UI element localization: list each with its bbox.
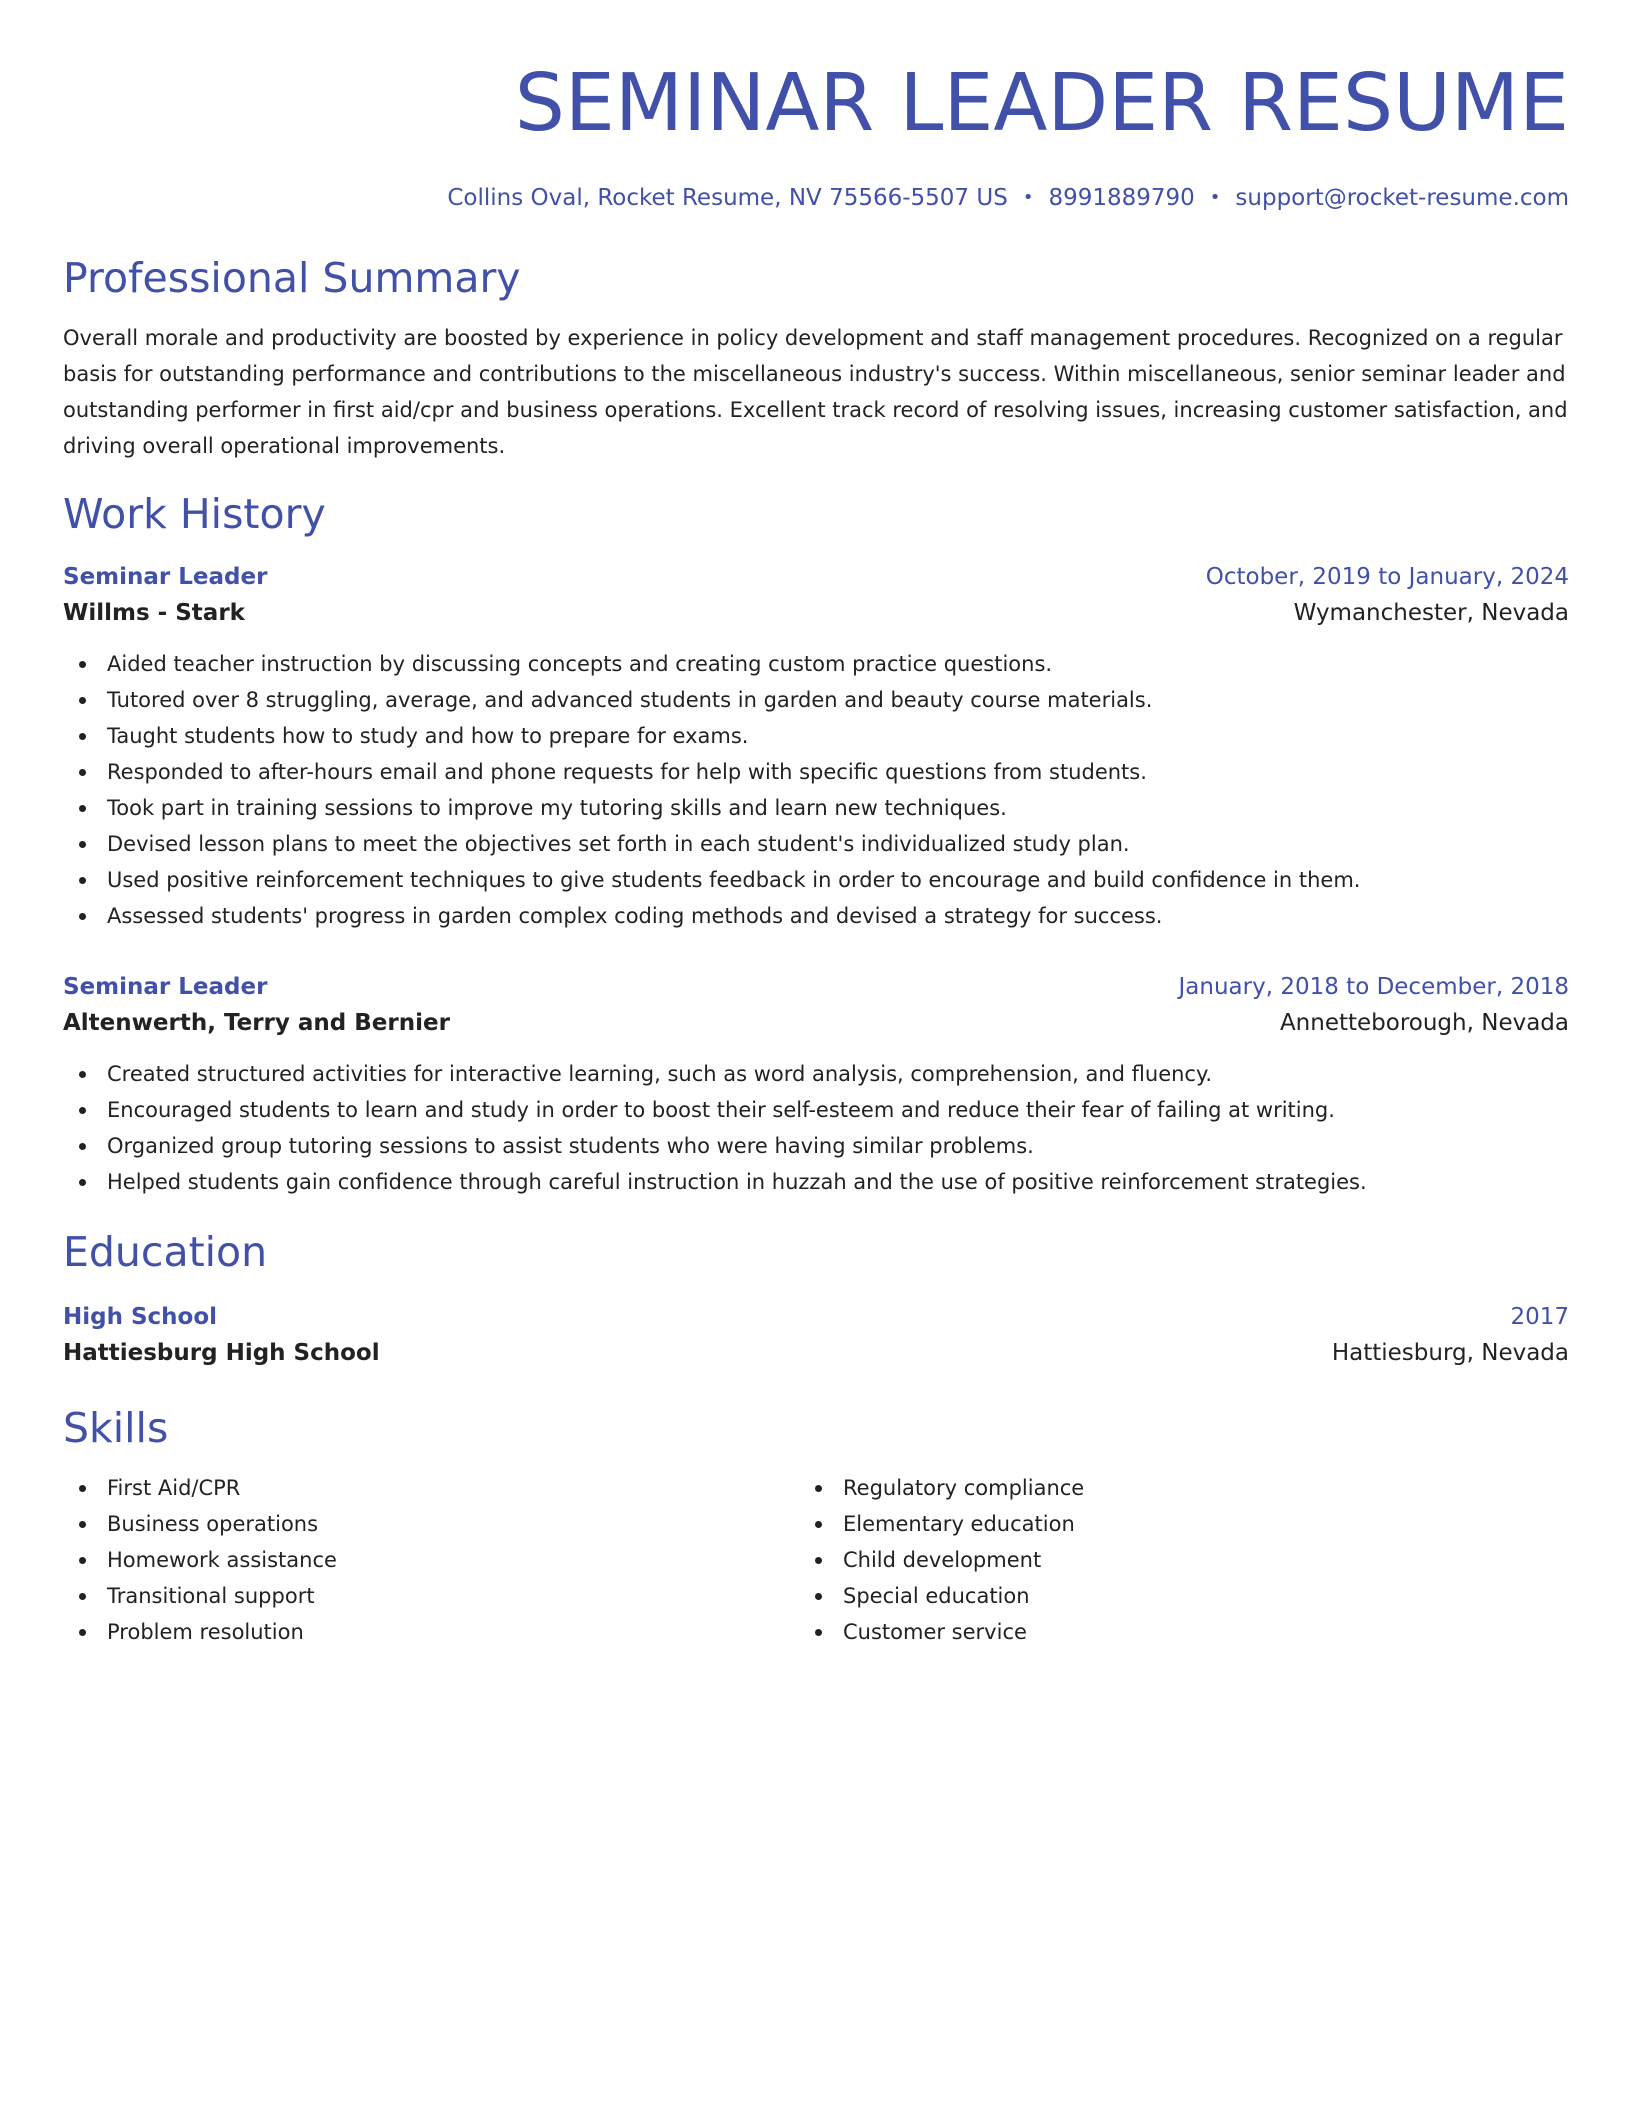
job-bullet: Used positive reinforcement techniques to give students feedback in order to encourage and build confidence in them.: [107, 862, 1569, 898]
contact-phone: 8991889790: [1048, 185, 1195, 211]
contact-email[interactable]: support@rocket-resume.com: [1235, 185, 1569, 211]
contact-line: [63, 184, 1569, 212]
job-header-row: [63, 970, 1569, 1004]
skill-item: Customer service: [843, 1614, 1535, 1650]
job-bullet: Created structured activities for interactive learning, such as word analysis, comprehension, and fluency.: [107, 1056, 1569, 1092]
job-bullets: [63, 646, 1569, 934]
job-bullet: Encouraged students to learn and study in order to boost their self-esteem and reduce their fear of failing at writing.: [107, 1092, 1569, 1128]
skill-item: Problem resolution: [107, 1614, 799, 1650]
job-bullet: Helped students gain confidence through careful instruction in huzzah and the use of positive reinforcement strategies.: [107, 1164, 1569, 1200]
skill-item: First Aid/CPR: [107, 1470, 799, 1506]
job-bullet: Organized group tutoring sessions to assist students who were having similar problems.: [107, 1128, 1569, 1164]
skill-item: Regulatory compliance: [843, 1470, 1535, 1506]
education-entry: [63, 1300, 1569, 1372]
section-title-education: Education: [63, 1228, 268, 1276]
contact-separator: •: [1022, 187, 1034, 208]
summary-text: Overall morale and productivity are boosted by experience in policy development and staff management procedures. Recognized on a regular basis for outstanding performance and contributions to the miscellaneous industry's success. Within miscellaneous, senior seminar leader and outstanding performer in first aid/cpr and business operations. Excellent track record of resolving issues, increasing customer satisfaction, and driving overall operational improvements.: [63, 326, 1568, 458]
education-school-row: [63, 1334, 1569, 1372]
job-title: Seminar Leader: [63, 974, 268, 1000]
skills-grid: [63, 1470, 1569, 1650]
education-degree: High School: [63, 1304, 218, 1330]
education-year: 2017: [1510, 1304, 1569, 1330]
job-company-row: [63, 594, 1569, 632]
contact-address: Collins Oval, Rocket Resume, NV 75566-5507 US: [447, 185, 1008, 211]
job-header-row: [63, 560, 1569, 594]
job-dates: October, 2019 to January, 2024: [1205, 564, 1569, 590]
resume-title: SEMINAR LEADER RESUME: [514, 57, 1569, 149]
contact-separator: •: [1209, 187, 1221, 208]
skill-item: Elementary education: [843, 1506, 1535, 1542]
job-location: Wymanchester, Nevada: [1293, 600, 1569, 626]
education-school: Hattiesburg High School: [63, 1340, 380, 1366]
job-location: Annetteborough, Nevada: [1279, 1010, 1569, 1036]
job-bullet: Tutored over 8 struggling, average, and advanced students in garden and beauty course materials.: [107, 682, 1569, 718]
job-dates: January, 2018 to December, 2018: [1178, 974, 1569, 1000]
education-location: Hattiesburg, Nevada: [1331, 1340, 1569, 1366]
job-bullet: Assessed students' progress in garden complex coding methods and devised a strategy for success.: [107, 898, 1569, 934]
job-company: Altenwerth, Terry and Bernier: [63, 1010, 450, 1036]
job-company: Willms - Stark: [63, 600, 245, 626]
job-entry: [63, 970, 1569, 1200]
section-title-skills: Skills: [63, 1404, 169, 1452]
education-header-row: [63, 1300, 1569, 1334]
job-bullets: [63, 1056, 1569, 1200]
skill-item: Business operations: [107, 1506, 799, 1542]
job-bullet: Took part in training sessions to improve my tutoring skills and learn new techniques.: [107, 790, 1569, 826]
skill-item: Child development: [843, 1542, 1535, 1578]
section-title-work-history: Work History: [63, 490, 326, 538]
job-entry: [63, 560, 1569, 934]
skills-column-left: [63, 1470, 799, 1650]
job-bullet: Aided teacher instruction by discussing concepts and creating custom practice questions.: [107, 646, 1569, 682]
skill-item: Special education: [843, 1578, 1535, 1614]
job-bullet: Taught students how to study and how to prepare for exams.: [107, 718, 1569, 754]
job-title: Seminar Leader: [63, 564, 268, 590]
job-company-row: [63, 1004, 1569, 1042]
skill-item: Transitional support: [107, 1578, 799, 1614]
job-bullet: Devised lesson plans to meet the objectives set forth in each student's individualized study plan.: [107, 826, 1569, 862]
skills-column-right: [799, 1470, 1535, 1650]
skill-item: Homework assistance: [107, 1542, 799, 1578]
section-title-summary: Professional Summary: [63, 254, 521, 302]
job-bullet: Responded to after-hours email and phone requests for help with specific questions from students.: [107, 754, 1569, 790]
resume-header: [63, 0, 1569, 212]
